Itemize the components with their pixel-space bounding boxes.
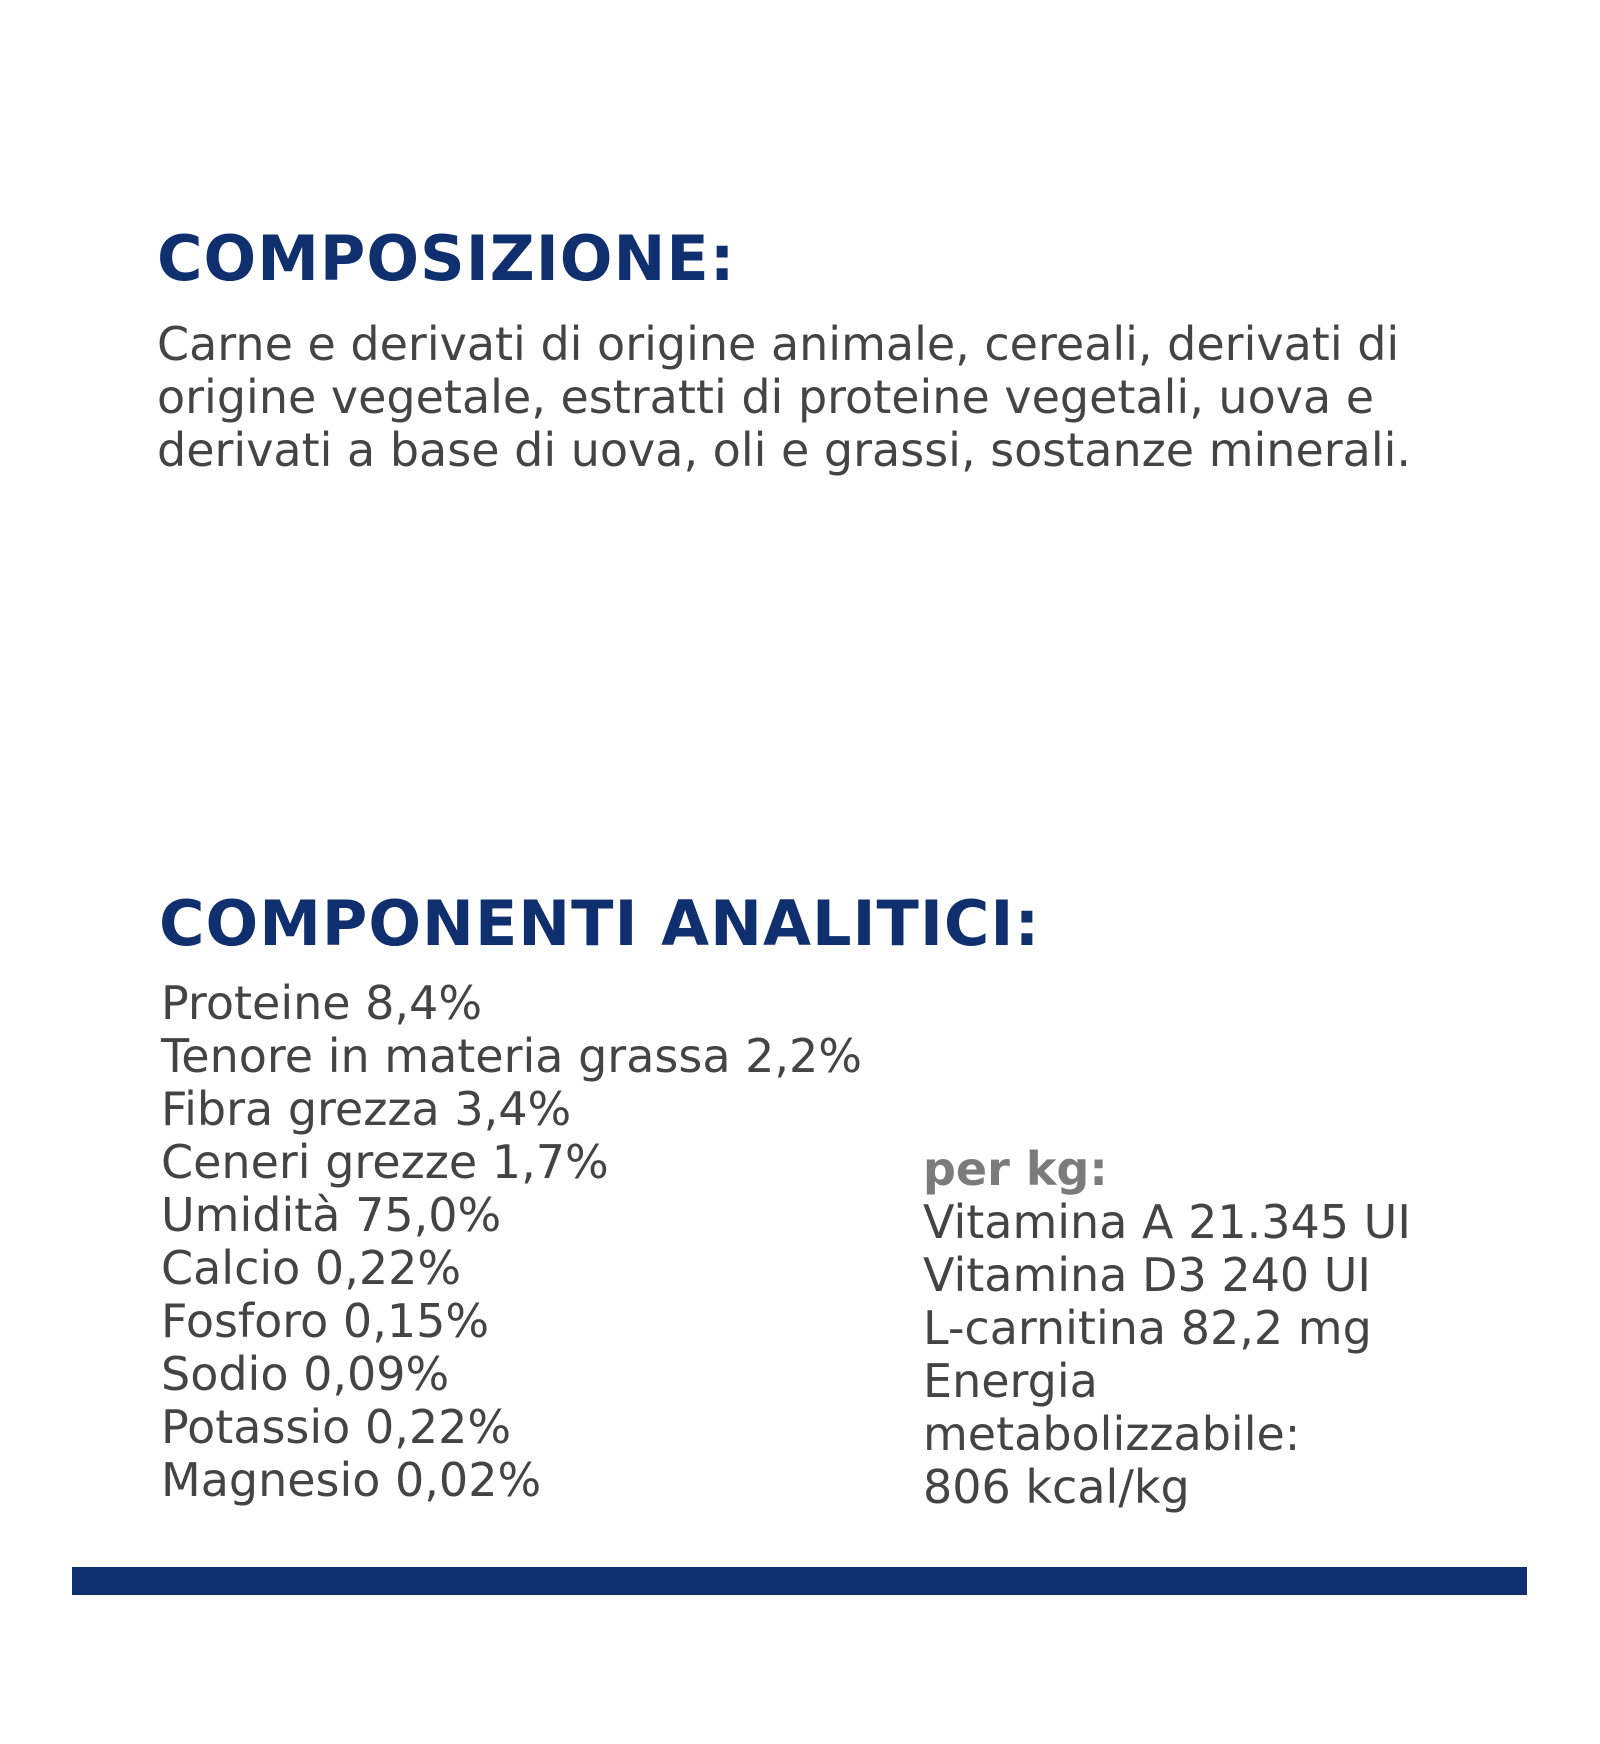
per-kg-item-metabolizzabile: metabolizzabile: bbox=[923, 1407, 1301, 1461]
analytic-item-umidita: Umidità 75,0% bbox=[161, 1188, 502, 1242]
analytic-item-magnesio: Magnesio 0,02% bbox=[161, 1453, 542, 1507]
per-kg-heading: per kg: bbox=[923, 1142, 1108, 1196]
analytic-item-ceneri-grezze: Ceneri grezze 1,7% bbox=[161, 1135, 609, 1189]
per-kg-item-l-carnitina: L-carnitina 82,2 mg bbox=[923, 1301, 1372, 1355]
analytic-item-potassio: Potassio 0,22% bbox=[161, 1400, 512, 1454]
analytic-item-fosforo: Fosforo 0,15% bbox=[161, 1294, 490, 1348]
analytic-item-proteine: Proteine 8,4% bbox=[161, 976, 483, 1030]
per-kg-list bbox=[923, 1196, 1411, 1514]
composition-heading: COMPOSIZIONE: bbox=[157, 222, 736, 295]
analytic-item-calcio: Calcio 0,22% bbox=[161, 1241, 462, 1295]
per-kg-item-vitamina-d3: Vitamina D3 240 UI bbox=[923, 1248, 1371, 1302]
composition-text: Carne e derivati di origine animale, cereali, derivati di origine vegetale, estratti di proteine vegetali, uova e derivati a base di uova, oli e grassi, sostanze minerali. bbox=[157, 317, 1412, 477]
per-kg-section bbox=[923, 1143, 1411, 1514]
per-kg-item-kcal: 806 kcal/kg bbox=[923, 1460, 1190, 1514]
per-kg-item-vitamina-a: Vitamina A 21.345 UI bbox=[923, 1195, 1411, 1249]
bottom-divider-bar bbox=[72, 1567, 1527, 1595]
analytic-item-sodio: Sodio 0,09% bbox=[161, 1347, 450, 1401]
per-kg-item-energia: Energia bbox=[923, 1354, 1098, 1408]
analytics-heading: COMPONENTI ANALITICI: bbox=[159, 887, 1041, 960]
analytic-item-fibra-grezza: Fibra grezza 3,4% bbox=[161, 1082, 572, 1136]
analytic-item-materia-grassa: Tenore in materia grassa 2,2% bbox=[161, 1029, 863, 1083]
analytic-components-list bbox=[161, 977, 862, 1507]
